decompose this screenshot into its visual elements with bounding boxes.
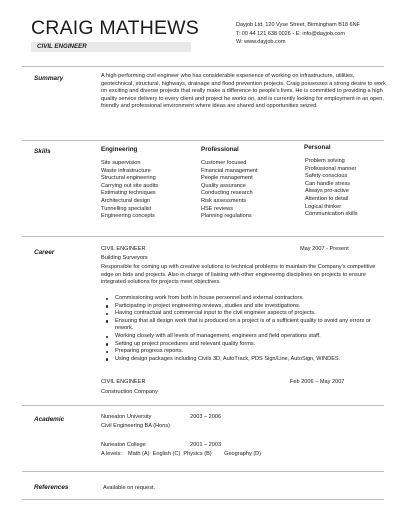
list-item: Participating in project engineering reviews, studies and site investigations. bbox=[115, 303, 386, 311]
candidate-role: CIVIL ENGINEER bbox=[37, 43, 87, 50]
section-divider bbox=[22, 140, 384, 141]
list-item: Conducting research bbox=[201, 190, 253, 197]
list-item: Setting up project procedures and relevant quality forms. bbox=[115, 341, 386, 349]
list-item: Tunnelling specialist bbox=[101, 205, 152, 212]
references-text: Available on request. bbox=[103, 485, 156, 491]
section-divider bbox=[22, 499, 384, 500]
job-1-company: Building Surveyors bbox=[101, 255, 148, 261]
list-item: Site supervision bbox=[101, 160, 141, 166]
contact-phone-email: T: 00 44 121 638 0026 - E: info@dayjob.com bbox=[236, 30, 345, 37]
list-item: Architectural design bbox=[101, 197, 151, 204]
academic-school-1: Nuneaton University bbox=[101, 414, 152, 420]
job-2-company: Construction Company bbox=[101, 389, 158, 395]
list-item: Can handle stress bbox=[305, 180, 351, 187]
skills-personal-list bbox=[305, 158, 358, 219]
skills-professional-list bbox=[201, 160, 258, 221]
references-label: References bbox=[34, 484, 69, 491]
list-item: Risk assessments bbox=[201, 197, 247, 204]
summary-label: Summary bbox=[34, 75, 64, 82]
section-divider bbox=[22, 66, 384, 67]
list-item: Quality assurance bbox=[201, 182, 246, 189]
list-item: Using design packages including Civils 3D, AutoTrack, PDS Sign/Line, AutoSign, WINDES. bbox=[115, 356, 386, 364]
academic-detail-2: A levels: Math (A) English (C) Physics (B) Geography (D) bbox=[101, 451, 262, 457]
skills-engineering-heading: Engineering bbox=[101, 146, 138, 153]
list-item: Engineering concepts bbox=[101, 213, 155, 220]
academic-detail-1: Civil Engineering BA (Hons) bbox=[101, 423, 171, 429]
contact-address: Dayjob Ltd, 120 Vyse Street, Birmingham B18 6NF bbox=[236, 22, 360, 28]
list-item: Professional manner bbox=[305, 165, 357, 172]
skills-professional-heading: Professional bbox=[201, 146, 239, 153]
list-item: Attention to detail bbox=[305, 195, 349, 202]
list-item: Planning regulations bbox=[201, 213, 252, 220]
list-item: Structural engineering bbox=[101, 175, 156, 182]
list-item: People management bbox=[201, 175, 253, 182]
job-2-dates: Feb 2006 – May 2007 bbox=[290, 379, 345, 385]
list-item: Having contractual and commercial input to the civil engineer aspects of projects. bbox=[115, 310, 386, 318]
list-item: Preparing progress reports. bbox=[115, 348, 386, 356]
job-2-title: CIVIL ENGINEER bbox=[101, 379, 146, 385]
academic-dates-2: 2001 – 2003 bbox=[190, 442, 222, 448]
section-divider bbox=[22, 471, 384, 472]
list-item: Working closely with all levels of management, engineers and field operations staff. bbox=[115, 333, 386, 341]
academic-school-2: Nuneaton College bbox=[101, 442, 146, 448]
skills-label: Skills bbox=[34, 148, 51, 155]
job-1-responsibilities bbox=[101, 295, 386, 363]
section-divider bbox=[22, 236, 384, 237]
list-item: Problem solving bbox=[305, 158, 345, 164]
job-1-title: CIVIL ENGINEER bbox=[101, 246, 146, 252]
academic-dates-1: 2003 – 2006 bbox=[190, 414, 222, 420]
skills-personal-heading: Personal bbox=[304, 144, 331, 151]
list-item: Logical thinker bbox=[305, 203, 342, 210]
contact-website: W: www.dayjob.com bbox=[236, 39, 286, 46]
candidate-name: CRAIG MATHEWS bbox=[31, 17, 199, 39]
list-item: Always pro-active bbox=[305, 188, 349, 195]
list-item: Waste infrastructure bbox=[101, 167, 151, 174]
skills-engineering-list bbox=[101, 160, 158, 221]
career-label: Career bbox=[34, 249, 55, 256]
list-item: Estimating techniques bbox=[101, 190, 156, 197]
academic-label: Academic bbox=[34, 416, 65, 423]
list-item: Safety conscious bbox=[305, 173, 348, 180]
list-item: Carrying out site audits bbox=[101, 182, 159, 189]
list-item: Commissioning work from both in house personnel and external contractors. bbox=[115, 295, 386, 303]
list-item: Communication skills bbox=[305, 211, 358, 218]
list-item: Ensuring that all design work that is produced on a project is of a sufficient quality to avoid any errors or rework. bbox=[115, 318, 386, 333]
list-item: Customer focused bbox=[201, 160, 247, 166]
contact-block bbox=[236, 21, 360, 47]
job-1-dates: May 2007 - Present bbox=[300, 246, 349, 252]
list-item: HSE reviews bbox=[201, 205, 234, 212]
summary-text: A high performing civil engineer who has considerable experience of working on infrastructure, utilities, geotechnical, structural, highways, drainage and flood prevention projects. Craig possesses a strong desire to work on exciting and diverse projects that really make a difference to people's lives. He is committed to providing a high quality service delivery to every client and project he works on, and is currently looking for employment in an open, friendly and professional environment where ideas are shared and opportunities seized. bbox=[101, 73, 386, 110]
section-divider bbox=[22, 405, 384, 406]
job-1-description: Responsible for coming up with creative solutions to technical problems to maintain the Company's competitive edge on bids and projects. Also in charge of liaising with other engineering disciplines on projects to ensure integrated solutions for projects meet objectives. bbox=[101, 264, 376, 286]
list-item: Financial management bbox=[201, 167, 258, 174]
